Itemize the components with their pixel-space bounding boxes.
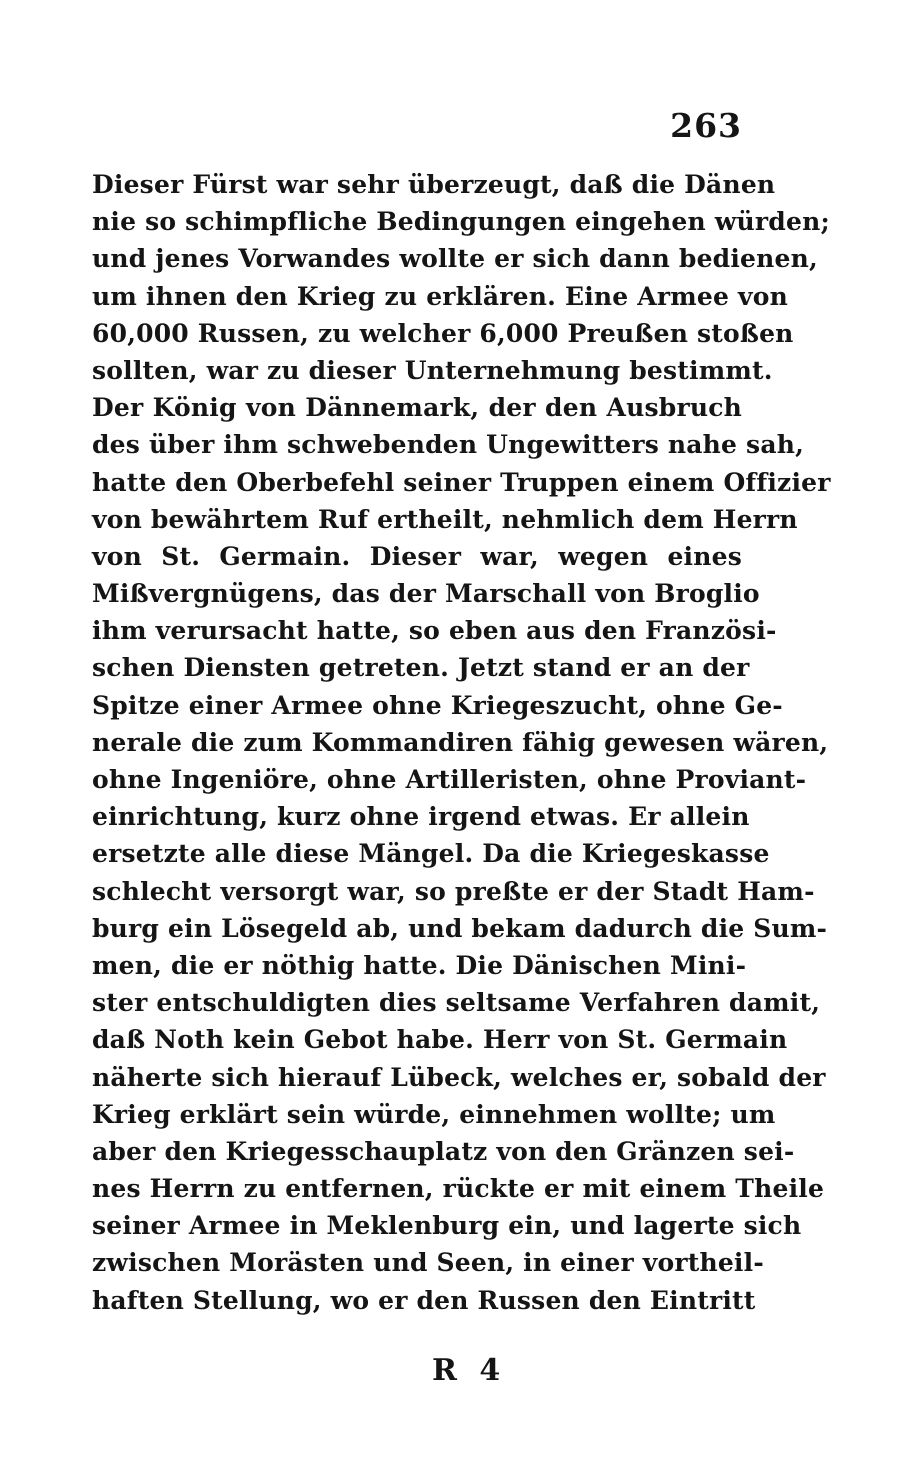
text-line: zwischen Morästen und Seen, in einer vortheil- xyxy=(92,1248,764,1278)
text-line: Spitze einer Armee ohne Kriegeszucht, ohne Ge- xyxy=(92,690,783,720)
text-line: von St. Germain. Dieser war, wegen eines xyxy=(92,541,742,571)
text-line: Der König von Dännemark, der den Ausbruch xyxy=(92,393,742,423)
text-line: Dieser Fürst war sehr überzeugt, daß die Dänen xyxy=(92,170,776,199)
text-line: ersetzte alle diese Mängel. Da die Kriegeskasse xyxy=(92,839,770,869)
text-line: haften Stellung, wo er den Russen den Eintritt xyxy=(92,1285,756,1315)
text-line: nie so schimpfliche Bedingungen eingehen würden; xyxy=(92,207,830,237)
text-line: seiner Armee in Meklenburg ein, und lagerte sich xyxy=(92,1211,802,1241)
text-line: näherte sich hierauf Lübeck, welches er, sobald der xyxy=(92,1062,826,1092)
text-line: 60,000 Russen, zu welcher 6,000 Preußen stoßen xyxy=(92,318,794,348)
text-line: schlecht versorgt war, so preßte er der Stadt Ham- xyxy=(92,876,815,906)
text-line: Mißvergnügens, das der Marschall von Broglio xyxy=(92,579,760,609)
text-line: und jenes Vorwandes wollte er sich dann bedienen, xyxy=(92,244,818,274)
text-line: um ihnen den Krieg zu erklären. Eine Armee von xyxy=(92,281,789,311)
text-line: burg ein Lösegeld ab, und bekam dadurch die Sum- xyxy=(92,913,828,943)
page-number: 263 xyxy=(670,106,742,145)
body-text xyxy=(92,166,831,1319)
text-line: des über ihm schwebenden Ungewitters nahe sah, xyxy=(92,430,805,460)
text-line: sollten, war zu dieser Unternehmung bestimmt. xyxy=(92,355,773,385)
text-line: men, die er nöthig hatte. Die Dänischen Mini- xyxy=(92,950,747,980)
text-line: hatte den Oberbefehl seiner Truppen einem Offizier xyxy=(92,467,831,497)
text-line: ster entschuldigten dies seltsame Verfahren damit, xyxy=(92,988,821,1018)
text-line: daß Noth kein Gebot habe. Herr von St. Germain xyxy=(92,1025,788,1055)
text-line: aber den Kriegesschauplatz von den Gränzen sei- xyxy=(92,1136,795,1166)
signature-mark: R 4 xyxy=(432,1353,507,1388)
text-line: ihm verursacht hatte, so eben aus den Französi- xyxy=(92,616,777,646)
text-line: von bewährtem Ruf ertheilt, nehmlich dem Herrn xyxy=(92,504,798,534)
text-line: schen Diensten getreten. Jetzt stand er an der xyxy=(92,653,750,683)
text-line: ohne Ingeniöre, ohne Artilleristen, ohne Proviant- xyxy=(92,765,807,794)
text-line: Krieg erklärt sein würde, einnehmen wollte; um xyxy=(92,1099,776,1129)
text-line: nes Herrn zu entfernen, rückte er mit einem Theile xyxy=(92,1174,825,1204)
text-line: nerale die zum Kommandiren fähig gewesen wären, xyxy=(92,727,829,757)
text-line: einrichtung, kurz ohne irgend etwas. Er allein xyxy=(92,802,750,832)
